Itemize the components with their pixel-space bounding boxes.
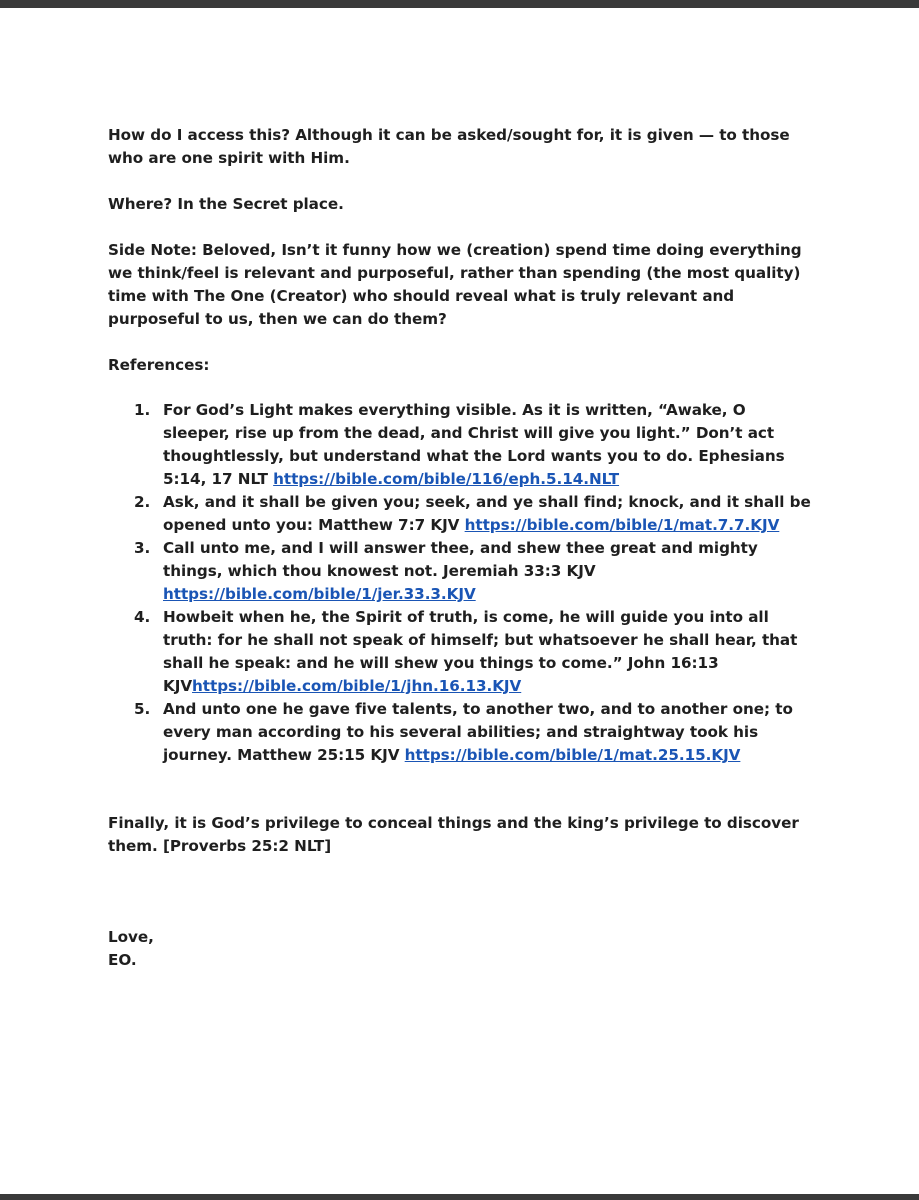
paragraph-finally: Finally, it is God’s privilege to conceal things and the king’s privilege to discover them. [Proverbs 25:2 NLT]: [108, 814, 799, 855]
document-page: [0, 8, 919, 1194]
paragraph-side-note: Side Note: Beloved, Isn’t it funny how we (creation) spend time doing everything we think/feel is relevant and purposeful, rather than spending (the most quality) time with The One (Creator) who should reveal what is truly relevant and purposeful to us, then we can do them?: [108, 241, 802, 328]
reference-item: [108, 537, 813, 606]
reference-item: [108, 491, 813, 537]
reference-text: And unto one he gave five talents, to another two, and to another one; to every man according to his several abilities; and straightway took his journey. Matthew 25:15 KJV: [163, 700, 793, 764]
reference-item: [108, 698, 813, 767]
references-heading: References:: [108, 356, 210, 374]
signature-closing: Love,: [108, 928, 154, 946]
reference-text: Howbeit when he, the Spirit of truth, is come, he will guide you into all truth: for he shall not speak of himself; but whatsoever he shall hear, that shall he speak: and he will shew you things to come.” John 16:13 KJV: [163, 608, 798, 695]
signature-name: EO.: [108, 951, 137, 969]
signature-block: [108, 926, 813, 972]
reference-number: 4.: [134, 608, 151, 626]
reference-text: Call unto me, and I will answer thee, and shew thee great and mighty things, which thou knowest not. Jeremiah 33:3 KJV: [163, 539, 758, 580]
reference-text: Ask, and it shall be given you; seek, and ye shall find; knock, and it shall be opened unto you: Matthew 7:7 KJV: [163, 493, 811, 534]
reference-item: [108, 606, 813, 698]
paragraph-access: How do I access this? Although it can be asked/sought for, it is given — to those who are one spirit with Him.: [108, 126, 790, 167]
reference-link[interactable]: https://bible.com/bible/1/mat.7.7.KJV: [464, 516, 780, 534]
reference-link[interactable]: https://bible.com/bible/1/mat.25.15.KJV: [404, 746, 741, 764]
reference-item: [108, 399, 813, 491]
reference-text: For God’s Light makes everything visible. As it is written, “Awake, O sleeper, rise up from the dead, and Christ will give you light.” Don’t act thoughtlessly, but understand what the Lord wants you to do. Ephesians 5:14, 17 NLT: [163, 401, 785, 488]
reference-number: 3.: [134, 539, 151, 557]
reference-number: 5.: [134, 700, 151, 718]
document-body: [108, 124, 813, 972]
references-list: [108, 399, 813, 767]
reference-link[interactable]: https://bible.com/bible/116/eph.5.14.NLT: [273, 470, 620, 488]
reference-number: 2.: [134, 493, 151, 511]
paragraph-where: Where? In the Secret place.: [108, 195, 344, 213]
reference-number: 1.: [134, 401, 151, 419]
reference-link[interactable]: https://bible.com/bible/1/jer.33.3.KJV: [163, 585, 476, 603]
reference-link[interactable]: https://bible.com/bible/1/jhn.16.13.KJV: [192, 677, 522, 695]
